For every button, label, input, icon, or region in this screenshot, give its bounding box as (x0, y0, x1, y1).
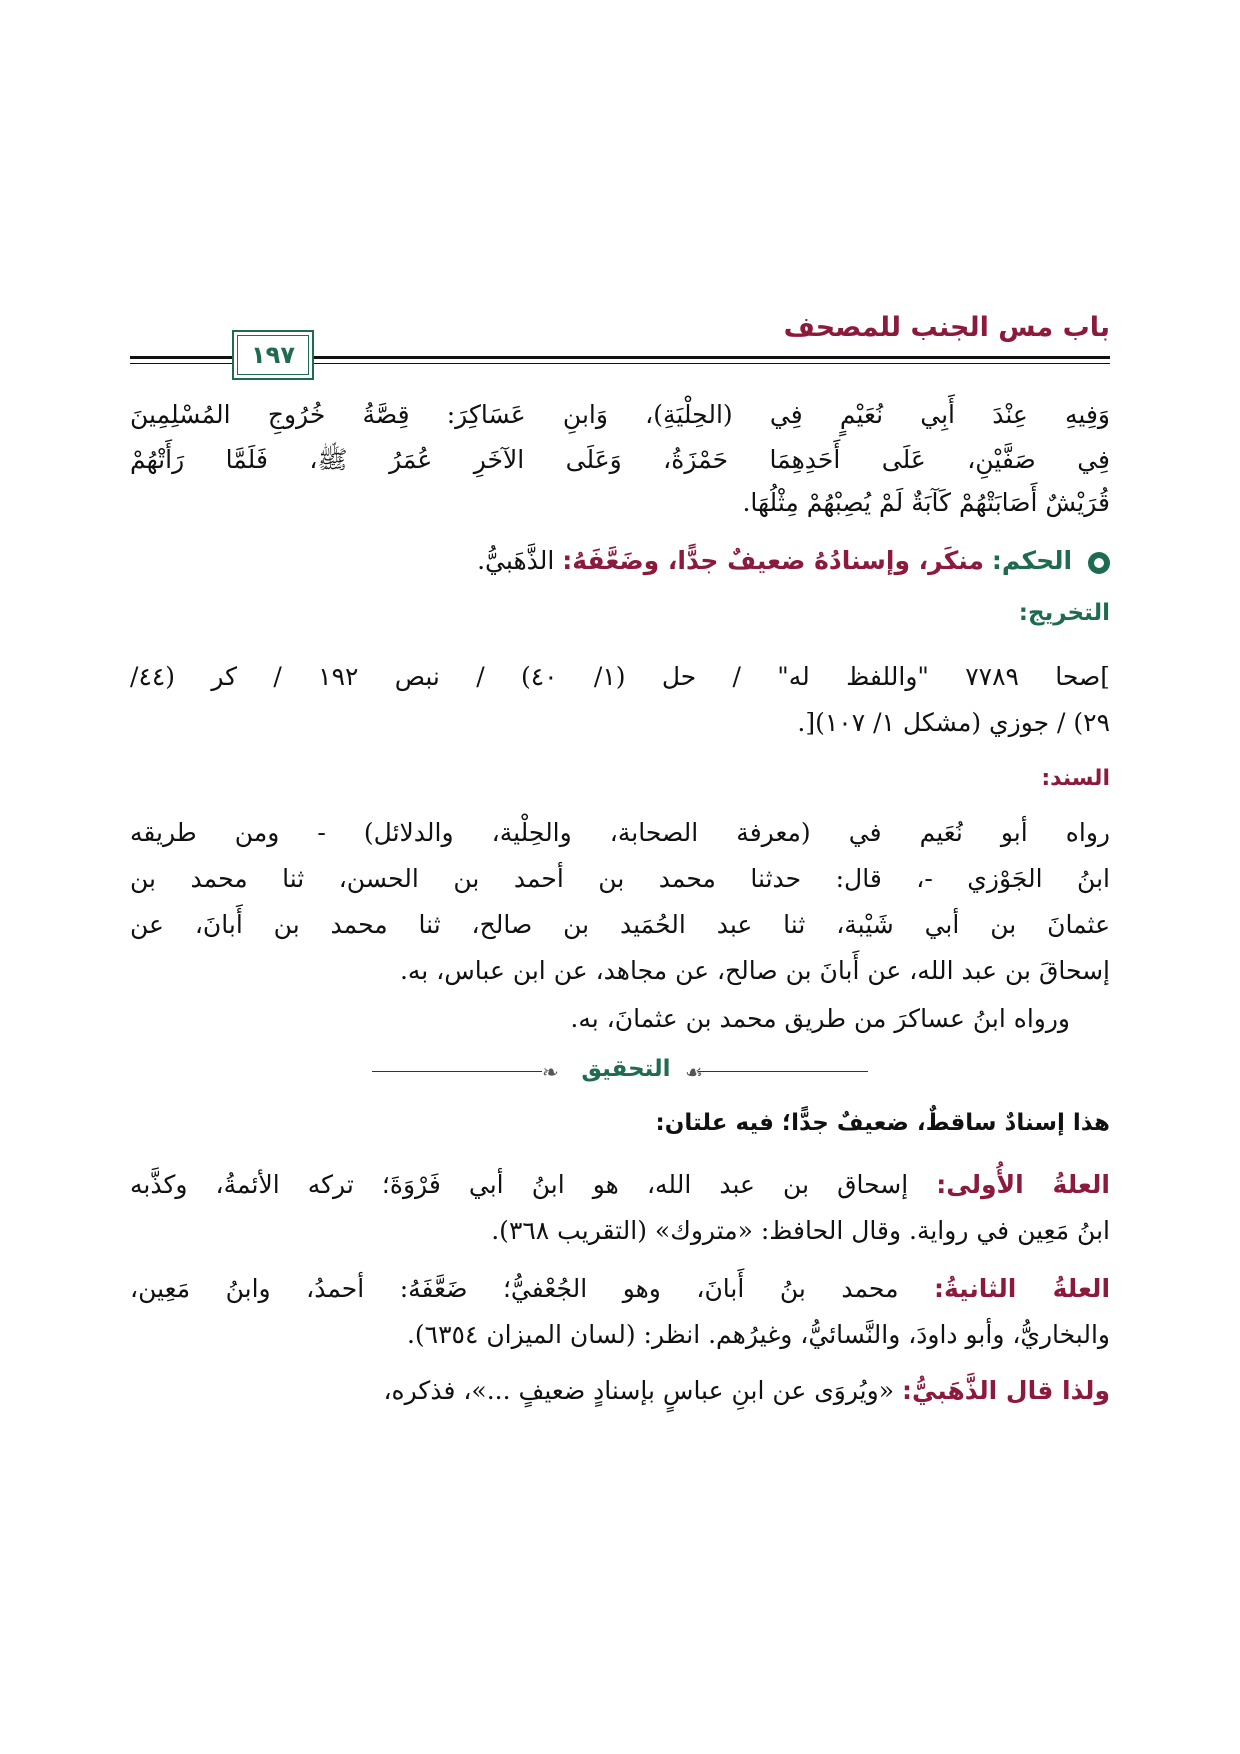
sanad-line-2: ابنُ الجَوْزي -، قال: حدثنا محمد بن أحمد بن الحسن، ثنا محمد بن (130, 864, 1110, 893)
sanad-line-5: ورواه ابنُ عساكرَ من طريق محمد بن عثمانَ، به. (570, 1004, 1070, 1033)
hadith-line-1: وَفِيهِ عِنْدَ أَبِي نُعَيْمٍ فِي (الحِلْيَةِ)، وَابنِ عَسَاكِرَ: قِصَّةُ خُرُوجِ المُسْلِمِينَ (130, 400, 1110, 429)
chapter-title: باب مس الجنب للمصحف (783, 312, 1110, 343)
dhahabi-quote: «ويُروَى عن ابنِ عباسٍ بإسنادٍ ضعيفٍ ...»، فذكره، (383, 1376, 895, 1405)
takhrij-line-1: ]صحا ٧٧٨٩ "واللفظ له" / حل (١/ ٤٠) / نبص ١٩٢ / كر (٤٤/ (130, 662, 1110, 691)
flower-ornament-icon (1088, 552, 1110, 574)
takhrij-line-2: ٢٩) / جوزي (مشكل ١/ ١٠٧)[. (797, 708, 1110, 737)
illa2-label: العلةُ الثانيةُ: (934, 1274, 1111, 1303)
hadith-line-2: فِي صَفَّيْنِ، عَلَى أَحَدِهِمَا حَمْزَةُ، وَعَلَى الآخَرِ عُمَرُ ﷺ، فَلَمَّا رَأَتْهُمْ (130, 445, 1110, 474)
sanad-heading: السند: (1041, 766, 1110, 791)
divider-line-left (372, 1071, 542, 1072)
ruling-label: الحكم: (991, 546, 1073, 575)
illa1-text: إسحاق بن عبد الله، هو ابنُ أبي فَرْوَةَ؛ تركه الأئمةُ، وكذَّبه (130, 1170, 909, 1199)
sanad-line-1: رواه أبو نُعَيم في (معرفة الصحابة، والحِلْية، والدلائل) - ومن طريقه (130, 818, 1110, 847)
illa1-line-1 (130, 1170, 1110, 1199)
section-divider (130, 1056, 1110, 1086)
illa2-line-1 (130, 1274, 1110, 1303)
takhrij-heading: التخريج: (1018, 600, 1110, 626)
ruling-line (477, 546, 1110, 575)
illa1-line-2: ابنُ مَعِين في رواية. وقال الحافظ: «متروك» (التقريب ٣٦٨). (491, 1216, 1110, 1245)
tahqiq-intro: هذا إسنادٌ ساقطٌ، ضعيفٌ جدًّا؛ فيه علتان: (655, 1110, 1110, 1136)
dhahabi-label: ولذا قال الذَّهَبيُّ: (901, 1376, 1110, 1405)
ruling-by: الذَّهَبيُّ. (477, 546, 555, 575)
illa2-line-2: والبخاريُّ، وأبو داودَ، والنَّسائيُّ، وغيرُهم. انظر: (لسان الميزان ٦٣٥٤). (406, 1320, 1110, 1349)
illa2-text: محمد بنُ أَبانَ، وهو الجُعْفيُّ؛ ضَعَّفَهُ: أحمدُ، وابنُ مَعِين، (130, 1274, 899, 1303)
page-header (130, 312, 1110, 382)
divider-line-right (698, 1071, 868, 1072)
dhahabi-quote-line (383, 1376, 1110, 1405)
hadith-line-3: قُرَيْشٌ أَصَابَتْهُمْ كَآبَةٌ لَمْ يُصِبْهُمْ مِثْلُهَا. (742, 488, 1110, 517)
tahqiq-heading: التحقيق (581, 1056, 671, 1082)
divider-ornament-icon: ☙ (685, 1060, 703, 1084)
ruling-verdict: منكَر، وإسنادُهُ ضعيفٌ جدًّا، وضَعَّفَهُ: (562, 546, 984, 575)
illa1-label: العلةُ الأُولى: (936, 1170, 1110, 1199)
page-number: ١٩٧ (251, 341, 295, 369)
sanad-line-3: عثمانَ بن أبي شَيْبة، ثنا عبد الحُمَيد بن صالح، ثنا محمد بن أَبانَ، عن (130, 910, 1110, 939)
page-number-frame (232, 330, 314, 380)
divider-ornament-icon: ❧ (542, 1060, 559, 1084)
sanad-line-4: إسحاقَ بن عبد الله، عن أَبانَ بن صالح، عن مجاهد، عن ابن عباس، به. (399, 956, 1110, 985)
